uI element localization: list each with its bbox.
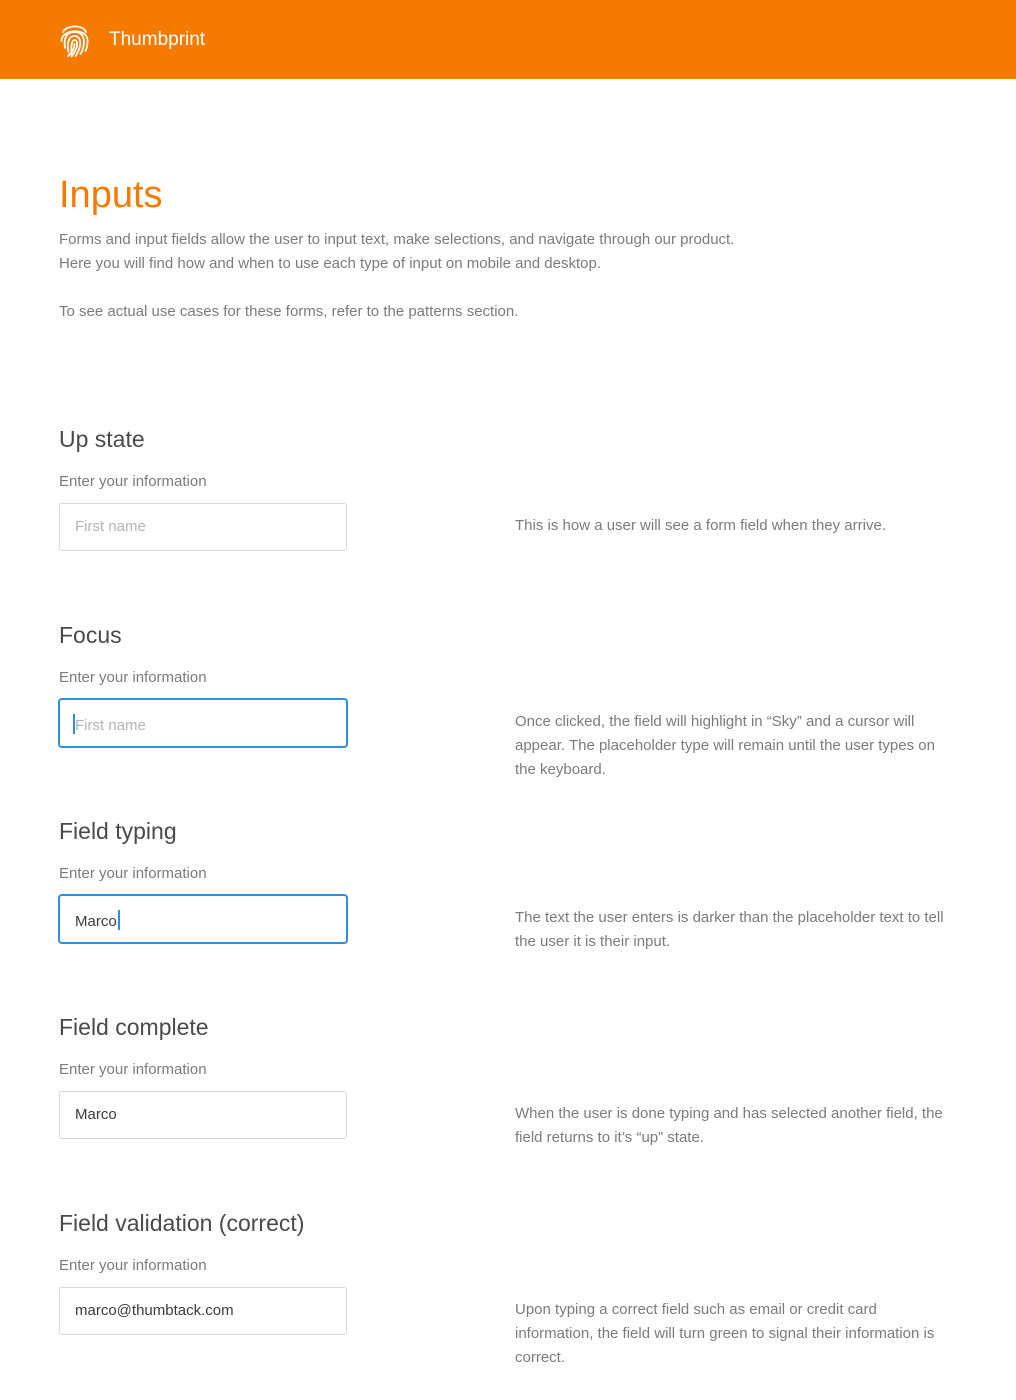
field-label: Enter your information [59, 1257, 207, 1274]
field-label: Enter your information [59, 473, 207, 490]
first-name-input-complete[interactable] [59, 1091, 347, 1139]
section-title-up-state: Up state [59, 426, 145, 452]
field-label: Enter your information [59, 865, 207, 882]
section-title-field-typing: Field typing [59, 818, 177, 844]
fingerprint-icon[interactable] [59, 21, 90, 58]
input-value: Marco [75, 1106, 117, 1123]
first-name-input-typing[interactable] [59, 895, 347, 943]
field-label: Enter your information [59, 1061, 207, 1078]
section-description: Upon typing a correct field such as email or credit card information, the field will turn green to signal their information is correct. [515, 1301, 935, 1366]
section-description: Once clicked, the field will highlight in “Sky” and a cursor will appear. The placeholder type will remain until the user types on the keyboard. [515, 713, 935, 778]
section-title-focus: Focus [59, 622, 122, 648]
section-title-field-validation: Field validation (correct) [59, 1210, 305, 1236]
field-label: Enter your information [59, 669, 207, 686]
first-name-input-up-state[interactable] [59, 503, 347, 551]
text-cursor [118, 910, 120, 930]
input-value: Marco [75, 913, 117, 930]
input-placeholder: First name [75, 518, 146, 535]
top-header [0, 0, 1016, 79]
brand-name[interactable]: Thumbprint [109, 29, 206, 50]
section-description: When the user is done typing and has selected another field, the field returns to it’s “up” state. [515, 1105, 943, 1146]
input-value: marco@thumbtack.com [75, 1302, 234, 1319]
page-intro: Forms and input fields allow the user to input text, make selections, and navigate through our product. Here you will find how and when to use each type of input on mobile and desktop. [59, 231, 735, 272]
first-name-input-focus[interactable] [59, 699, 347, 747]
section-description: The text the user enters is darker than the placeholder text to tell the user it is their input. [515, 909, 944, 950]
page-title: Inputs [59, 174, 163, 216]
page-intro-patterns: To see actual use cases for these forms, refer to the patterns section. [59, 303, 519, 320]
email-input-validation[interactable] [59, 1287, 347, 1335]
section-title-field-complete: Field complete [59, 1014, 209, 1040]
section-description: This is how a user will see a form field when they arrive. [515, 517, 886, 534]
input-placeholder: First name [75, 717, 146, 734]
